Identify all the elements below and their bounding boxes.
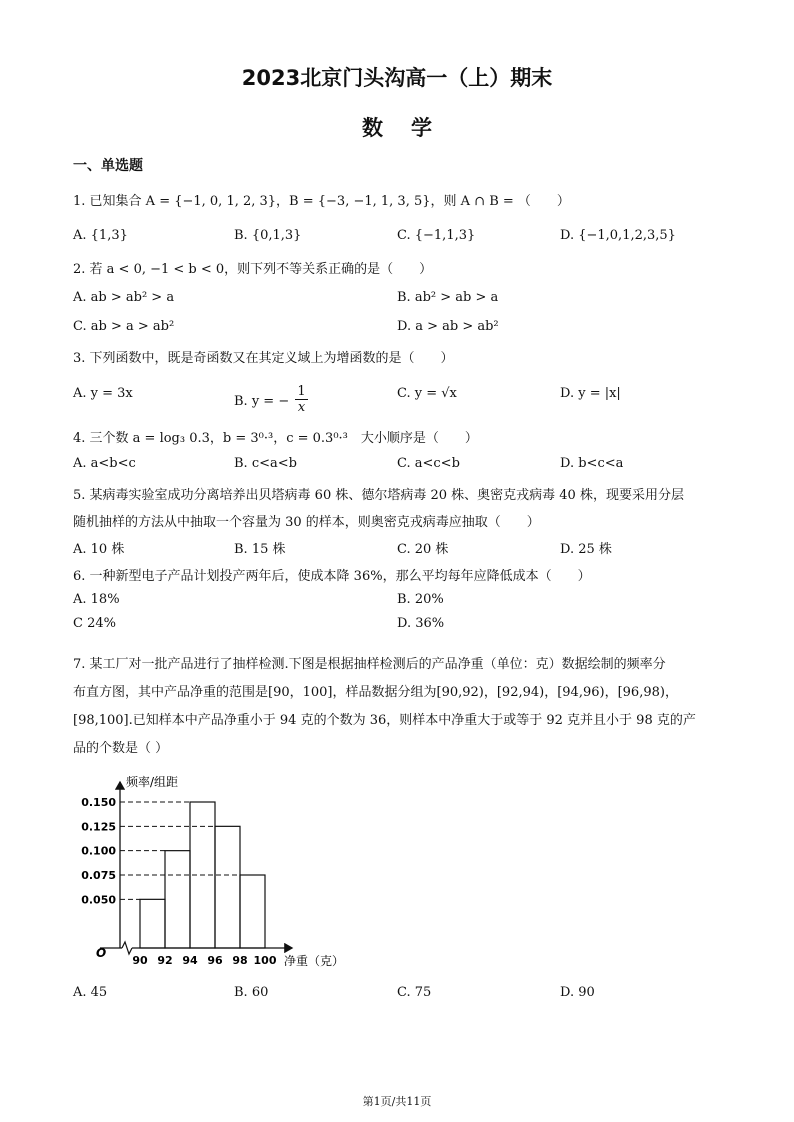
question-6-option-b[interactable]: B. 20% [397, 592, 444, 607]
origin-label: O [96, 946, 107, 960]
y-tick-label: 0.100 [81, 844, 116, 858]
histogram-bar [140, 899, 165, 948]
question-3-stem: 3. 下列函数中，既是奇函数又在其定义域上为增函数的是（ ） [73, 351, 454, 366]
question-4-option-b[interactable]: B. c<a<b [234, 456, 297, 471]
question-6-option-a[interactable]: A. 18% [73, 592, 120, 607]
question-7-stem-line-1: 7. 某工厂对一批产品进行了抽样检测.下图是根据抽样检测后的产品净重（单位：克）数据绘制的频率分 [73, 657, 666, 672]
x-axis-label: 净重（克） [284, 954, 345, 968]
question-2-stem: 2. 若 a < 0, −1 < b < 0，则下列不等关系正确的是（ ） [73, 262, 433, 277]
question-2-option-b[interactable]: B. ab² > ab > a [397, 290, 499, 305]
question-5-stem-line-2: 随机抽样的方法从中抽取一个容量为 30 的样本，则奥密克戎病毒应抽取（ ） [73, 515, 540, 530]
y-axis-label: 频率/组距 [126, 775, 179, 789]
question-7-stem-line-3: [98,100].已知样本中产品净重小于 94 克的个数为 36，则样本中净重大于或等于 92 克并且小于 98 克的产 [73, 713, 696, 728]
y-tick-label: 0.075 [81, 869, 116, 882]
question-3-option-d[interactable]: D. y = |x| [560, 386, 621, 401]
frequency-histogram [70, 768, 360, 973]
y-tick-labels [81, 796, 116, 906]
x-tick-label: 100 [253, 954, 277, 967]
histogram-bar [165, 851, 190, 948]
question-5-stem-line-1: 5. 某病毒实验室成功分离培养出贝塔病毒 60 株、德尔塔病毒 20 株、奥密克戎病毒 40 株，现要采用分层 [73, 488, 684, 503]
question-2-option-d[interactable]: D. a > ab > ab² [397, 319, 499, 334]
question-1-option-a[interactable]: A. {1,3} [73, 228, 128, 243]
question-3-option-b[interactable] [234, 386, 308, 417]
section-heading: 一、单选题 [73, 158, 143, 174]
question-7-option-a[interactable]: A. 45 [73, 985, 108, 1000]
question-1-option-b[interactable]: B. {0,1,3} [234, 228, 302, 243]
question-3-option-c[interactable]: C. y = √x [397, 386, 457, 401]
histogram-bar [240, 875, 265, 948]
question-1-option-c[interactable]: C. {−1,1,3} [397, 228, 476, 243]
question-5-option-c[interactable]: C. 20 株 [397, 542, 449, 557]
question-7-option-d[interactable]: D. 90 [560, 985, 595, 1000]
x-tick-label: 92 [157, 954, 173, 967]
y-tick-label: 0.050 [81, 893, 116, 907]
histogram-bar [215, 826, 240, 948]
axis-break-mark [122, 942, 132, 954]
x-tick-label: 96 [207, 954, 223, 967]
question-4-stem: 4. 三个数 a = log₃ 0.3，b = 3⁰·³，c = 0.3⁰·³ 大小顺序是（ ） [73, 431, 478, 446]
question-6-stem: 6. 一种新型电子产品计划投产两年后，使成本降 36%，那么平均每年应降低成本（ ） [73, 569, 591, 584]
question-5-option-d[interactable]: D. 25 株 [560, 542, 612, 557]
x-tick-label: 90 [132, 954, 148, 967]
question-7-option-b[interactable]: B. 60 [234, 985, 269, 1000]
question-5-option-a[interactable]: A. 10 株 [73, 542, 125, 557]
page-number: 第1页/共11页 [362, 1095, 432, 1108]
x-tick-label: 94 [182, 954, 198, 967]
question-4-option-c[interactable]: C. a<c<b [397, 456, 460, 471]
question-5-option-b[interactable]: B. 15 株 [234, 542, 286, 557]
question-4-option-d[interactable]: D. b<c<a [560, 456, 624, 471]
question-1-stem: 1. 已知集合 A = {−1, 0, 1, 2, 3}，B = {−3, −1, 1, 3, 5}，则 A ∩ B = （ ） [73, 194, 570, 209]
exam-title: 2023北京门头沟高一（上）期末 [241, 66, 553, 90]
x-tick-label: 98 [232, 954, 248, 967]
fraction-numerator: 1 [297, 384, 306, 399]
y-tick-label: 0.125 [81, 820, 116, 834]
question-6-option-d[interactable]: D. 36% [397, 616, 445, 631]
question-7-stem-line-2: 布直方图，其中产品净重的范围是[90，100]，样品数据分组为[90,92)，[92,94)，[94,96)，[96,98)， [73, 685, 678, 700]
y-tick-label: 0.150 [81, 796, 116, 809]
x-tick-labels [132, 954, 276, 967]
question-1-option-d[interactable]: D. {−1,0,1,2,3,5} [560, 228, 676, 243]
fraction-denominator: x [297, 400, 306, 415]
question-2-option-a[interactable]: A. ab > ab² > a [73, 290, 175, 305]
subject-title: 数学 [362, 116, 460, 140]
question-6-option-c[interactable]: C 24% [73, 616, 116, 631]
question-4-option-a[interactable]: A. a<b<c [73, 456, 136, 471]
question-7-stem-line-4: 品的个数是（ ） [73, 741, 169, 756]
fraction [295, 384, 307, 415]
question-3-option-a[interactable]: A. y = 3x [73, 386, 133, 401]
question-7-option-c[interactable]: C. 75 [397, 985, 432, 1000]
question-3-option-b-label: B. y = − [234, 394, 290, 409]
question-2-option-c[interactable]: C. ab > a > ab² [73, 319, 175, 334]
